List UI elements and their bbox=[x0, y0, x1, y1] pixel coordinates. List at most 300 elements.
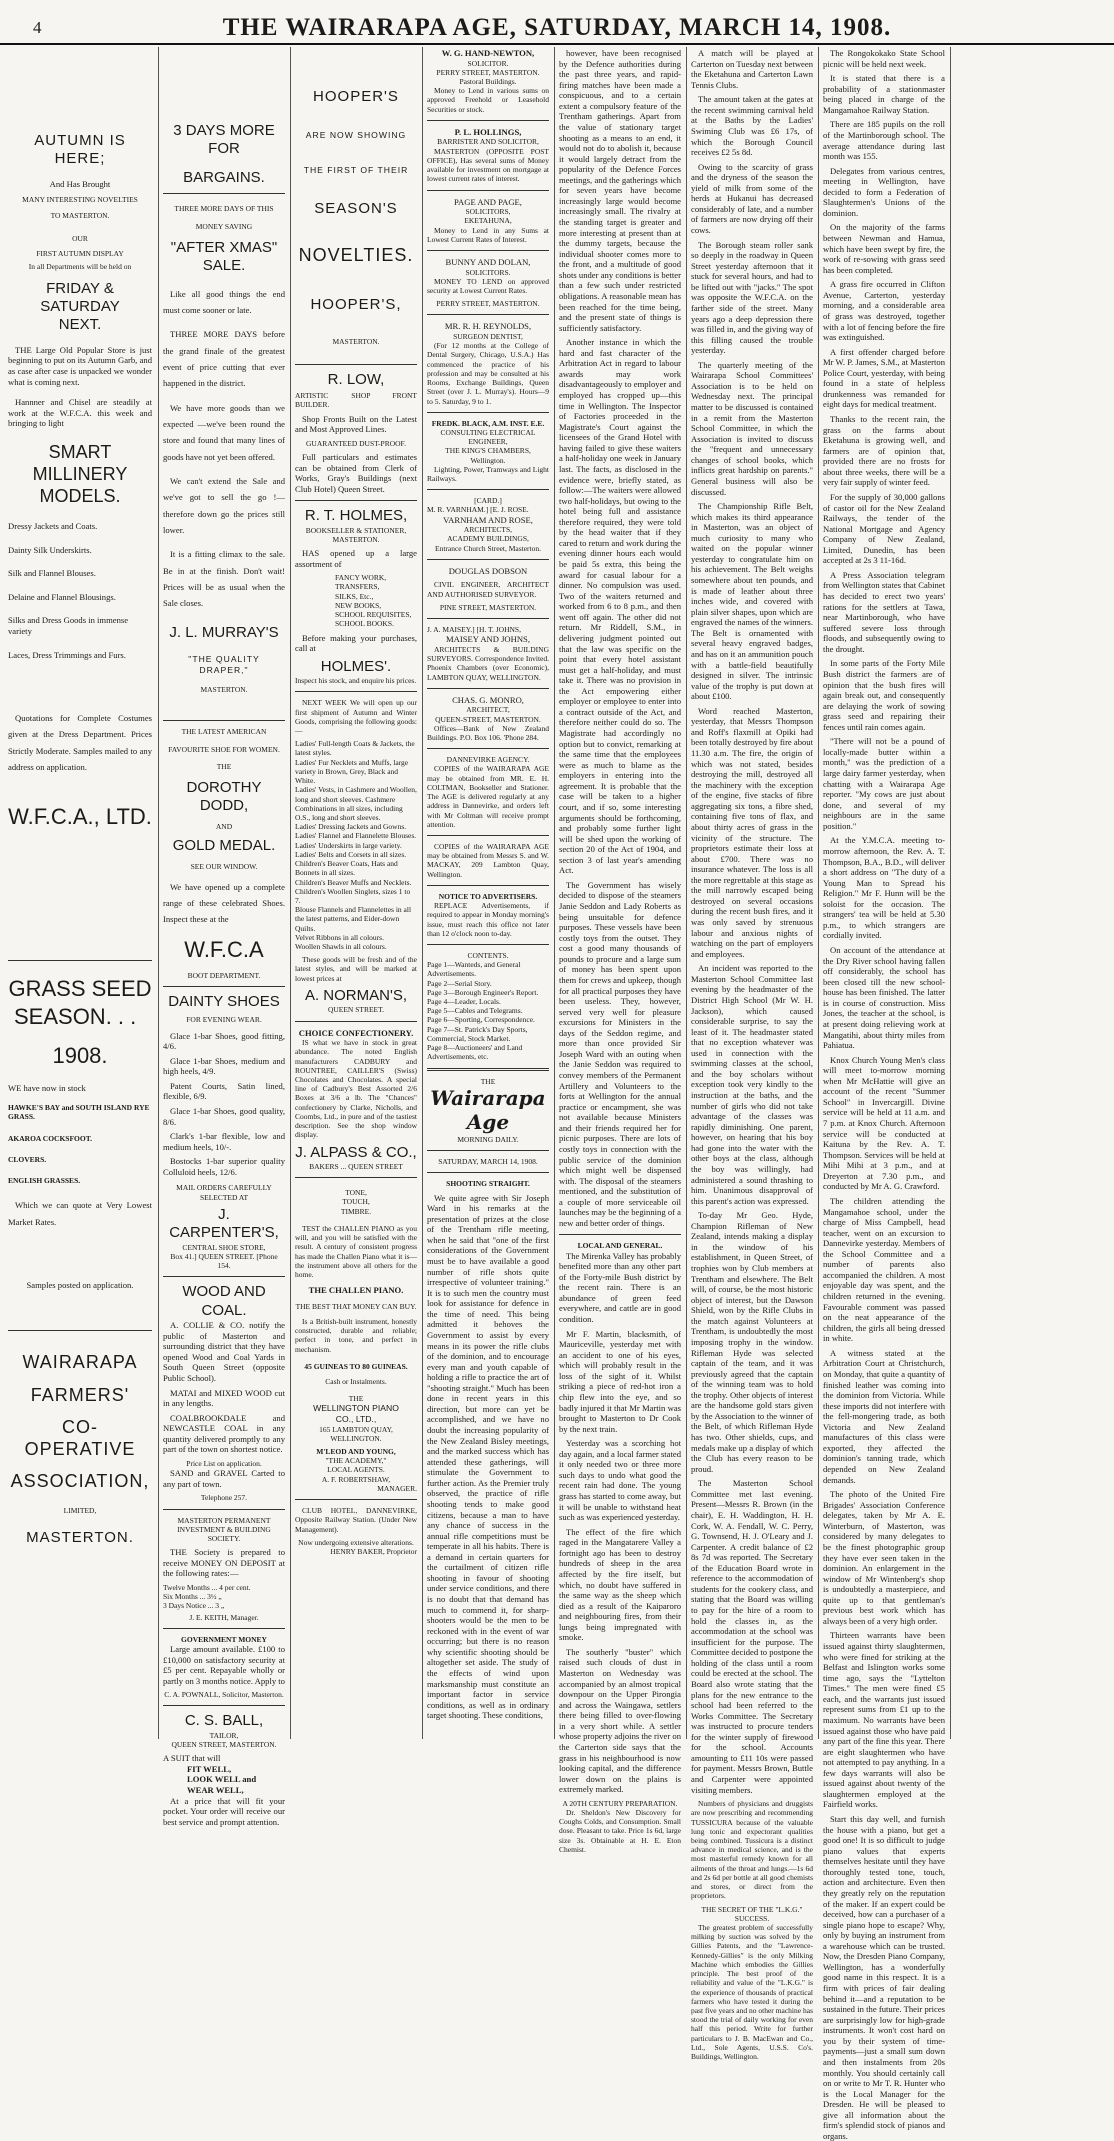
body-text: ARCHITECTS & BUILDING SURVEYORS. Correspondence Invited. Phoenix Chambers (over Economic), LAMBTON QUAY, WELLINGTON. bbox=[427, 644, 549, 682]
seed-item: HAWKE'S BAY and SOUTH ISLAND RYE GRASS. bbox=[8, 1103, 150, 1122]
divider bbox=[427, 559, 549, 560]
gold-heading: GOLD MEDAL. bbox=[172, 837, 276, 855]
reynolds-heading: MR. R. H. REYNOLDS, bbox=[444, 321, 532, 332]
divider bbox=[163, 720, 285, 721]
notice-heading: NOTICE TO ADVERTISERS. bbox=[438, 891, 538, 901]
wfca-autumn-ad bbox=[8, 52, 152, 830]
sale-line: MONEY SAVING bbox=[195, 221, 253, 231]
list-item: Ladies' Flannel and Flannelette Blouses. bbox=[295, 831, 417, 841]
body-text: THREE MORE DAYS before the grand finale of the greatest event of price cutting that ever happened in the district. bbox=[163, 329, 285, 389]
list-item: Ladies' Underskirts in large variety. bbox=[295, 840, 402, 850]
local-heading: LOCAL AND GENERAL. bbox=[577, 1241, 663, 1251]
body-text: It is stated that there is a probability of a stationmaster being placed in charge of the Mangamahoe Railway Station. bbox=[823, 73, 945, 115]
wood-heading: WOOD AND COAL. bbox=[182, 1283, 266, 1319]
wellington-heading: CO., LTD., bbox=[335, 1414, 377, 1425]
varnham-heading: VARNHAM AND ROSE, bbox=[443, 514, 533, 525]
low-subhead bbox=[295, 391, 417, 409]
autumn-line: MANY INTERESTING NOVELTIES bbox=[22, 195, 138, 205]
shoe-line: FOR EVENING WEAR. bbox=[186, 1015, 262, 1025]
masthead-title: THE WAIRARAPA AGE, SATURDAY, MARCH 14, 1908. bbox=[222, 14, 892, 41]
body-text: THE Society is prepared to receive MONEY ON DEPOSIT at the following rates:— bbox=[163, 1547, 285, 1579]
list-item: Page 8—Auctioneers' and Land Advertisements, etc. bbox=[427, 1043, 523, 1062]
list-item: Page 5—Cables and Telegrams. bbox=[427, 1006, 523, 1016]
body-text: For the supply of 30,000 gallons of castor oil for the New Zealand Railways, the tender of the National Mortgage and Agency Company of New Zealand, Limited, Dunedin, has been accepted at 2s 3 11-16d. bbox=[823, 491, 945, 566]
body-text: Delegates from various centres, meeting in Wellington, have decided to form a Federation of Slaughtermen's Unions of the dominion. bbox=[823, 165, 945, 218]
list-item: Ladies' Belts and Corsets in all sizes. bbox=[295, 849, 407, 859]
column-divider bbox=[422, 47, 423, 1739]
body-text: QUEEN STREET. bbox=[327, 1005, 385, 1015]
body-text: At the Y.M.C.A. meeting to-morrow afternoon, the Rev. A. T. Thompson, B.A., B.D., will deliver a short address on "The duty of a Young Man to Spread his Religion." Mr F. Hunn will be the soloist for the occasion. The strangers' tea will be held at 5.30 p.m., to which strangers are cordially invited. bbox=[823, 835, 945, 941]
shoe-line: THE bbox=[216, 761, 232, 771]
body-text: Another instance in which the hard and fast character of the Arbitration Act in regard to labour awards may work disadvantageously to employer and employed has cropped up—this time in Wellington. The Inspector of Factories proceeded in the Magistrate's Court against the licensees of the Grand Hotel with having failed to give these waiters a half-holiday one week in January last. The facts, as disclosed in the evidence were, briefly stated, as follow:—The waiters were allowed two half-holidays, but owing to the hotel being full and assistance therefore required, they were told by the head waiter that if they cared to return and work during the evening dinner hours each would be paid 5s extra, this being the award for casual labour for a dinner. No compulsion was used. Two of the waiters returned and worked from 6 to 8 p.m., and then went off again. The other did not return. Mr Riddell, S.M., in delivering judgment pointed out that the law was specific on the point that every hotel assistant must get a half-holiday, and must take it. There was no provision in the Act empowering either employer or employee to enter into a contract outside of the Act, and therefore neither could do so. The Magistrate had accordingly no option but to convict, remarking at the same time that the employees were as much to blame as the employers in entering into the agreement. It is probable that the case will be taken to a higher court, and if so, some interesting arguments should be forthcoming, and probably some further light will be shed upon the working of section 20 of the Act of 1904, and section 3 of last year's amending Act. bbox=[559, 337, 681, 876]
body-text: Hannner and Chisel are steadily at work at the W.F.C.A. this week and bringing to light bbox=[8, 397, 152, 429]
body-text: Thirteen warrants have been issued against thirty slaughtermen, who were fined for striking at the Belfast and Islington works some time ago, says the "Lyttelton Times." The men were fined £5 each, and the warrants just issued represent sums from £1 up to the maximum. No warrants have been issued against those who have paid any part of the fine this year. There are eight slaughtermen who have not attempted to pay anything. In a few days warrants will also be issued against about twenty of the slaughtermen employed at the Fairfield works. bbox=[823, 1630, 945, 1810]
body-text: ARCHITECTS, bbox=[463, 525, 513, 535]
page-heading: PAGE AND PAGE, bbox=[454, 196, 522, 207]
friday-heading: FRIDAY & SATURDAY bbox=[40, 279, 120, 315]
divider bbox=[8, 960, 152, 961]
list-item: Glace 1-bar Shoes, good fitting, 4/6. bbox=[163, 1030, 285, 1052]
body-text: REPLACE Advertisements, if required to appear in Monday morning's issue, must reach this office not later than 12 o'clock noon to-day. bbox=[427, 901, 549, 938]
hoopers-line: THE FIRST OF THEIR bbox=[303, 165, 409, 175]
body-text: Offices—Bank of New Zealand Buildings. P.O. Box 106. 'Phone 284. bbox=[427, 723, 549, 742]
divider bbox=[427, 1172, 549, 1173]
divider bbox=[163, 1628, 285, 1629]
body-text: COPIES of the WAIRARAPA AGE may be obtained from Messrs S. and W. MACKAY, 209 Lambton Quay, Wellington. bbox=[427, 841, 549, 879]
body-text: A first offender charged before Mr W. P. James, S.M., at Masterton Police Court, yesterday, with being found in a state of helpless drunkenness was remanded for eight days for medical treatment. bbox=[823, 346, 945, 410]
body-text: J. A. MAISEY.] [H. T. JOHNS, bbox=[427, 625, 521, 635]
list-item: Bostocks 1-bar superior quality Colluloid heels, 12/6. bbox=[163, 1156, 285, 1177]
hoopers-line: ARE NOW SHOWING bbox=[305, 130, 407, 141]
body-text: "THE ACADEMY," bbox=[325, 1456, 387, 1466]
goods-list bbox=[295, 573, 417, 628]
body-text: Is a British-built instrument, honestly constructed, durable and reliable; perfect in tone, and perfect in mechanism. bbox=[295, 1316, 417, 1354]
body-text: CIVIL ENGINEER, ARCHITECT AND AUTHORISED SURVEYOR. bbox=[427, 580, 549, 599]
low-word: ARTISTIC bbox=[295, 391, 329, 401]
low-left bbox=[295, 391, 329, 409]
body-text: The Masterton School Committee met last evening. Present—Messrs R. Brown (in the chair), E. H. Waddington, H. H. Cork, W. A. Fendall, W. C. Perry, G. Townsend, H. J. O'Leary and J. Carpenter. A credit balance of £2 8s 7d was reported. The Secretary of the Education Board wrote in reference to the accommodation of students for the cookery class, and stating that the Board was willing to pay for the hire of a room to hold the classes in, as the accommodation at the school was insufficient for the purpose. The Committee decided to postpone the holding of the class until a room could be erected at the school. The Board also wrote stating that the plans for the new entrance to the school had been referred to the Works Committee. The Secretary was instructed to procure tenders for the winter supply of firewood for the school. Accounts amounting to £11 10s were passed for payment. Messrs Brown, Buttle and Carpenter were appointed visiting members. bbox=[691, 1478, 813, 1795]
nameplate: Wairarapa Age bbox=[430, 1085, 546, 1135]
wfca-heading: W.F.C.A., LTD. bbox=[8, 804, 152, 830]
body-text: TAILOR, bbox=[209, 1730, 239, 1740]
body-text: THE KING'S CHAMBERS, bbox=[445, 446, 531, 456]
autumn-heading: AUTUMN IS HERE; bbox=[34, 132, 126, 168]
nameplate-line: MORNING DAILY. bbox=[457, 1134, 519, 1144]
body-text: THE Large Old Popular Store is just beginning to put on its Autumn Garb, and as case after case is unpacked we wonder what is coming next. bbox=[8, 344, 152, 387]
divider bbox=[163, 1276, 285, 1277]
column-5 bbox=[559, 48, 681, 1854]
body-text: The children attending the Mangamahoe school, under the charge of Miss Campbell, head teacher, went on an excursion to Dannevirke yesterday. Members of the School Committee and a number of parents also accompanied the children. A most enjoyable day was spent, and the children returned in the evening. Favourable comment was passed on the neat appearance of the children, the girls all being dressed in white. bbox=[823, 1195, 945, 1344]
list-item: Dainty Silk Underskirts. bbox=[8, 544, 92, 555]
body-text: Dr. Sheldon's New Discovery for Coughs Colds, and Consumption. Small dose. Pleasant to take. Price 1s 6d, large size 3s. Obtainable at H. E. Eton Chemist. bbox=[559, 1808, 681, 1854]
column-divider bbox=[158, 47, 159, 1739]
divider bbox=[427, 618, 549, 619]
low-word: BUILDER. bbox=[295, 400, 330, 410]
leader-heading: SHOOTING STRAIGHT. bbox=[446, 1179, 530, 1189]
bunny-heading: BUNNY AND DOLAN, bbox=[445, 256, 531, 267]
list-item: Children's Woollen Singlets, sizes 1 to 7. bbox=[295, 886, 411, 905]
divider bbox=[427, 835, 549, 836]
list-item: Page 7—St. Patrick's Day Sports, Commercial, Stock Market. bbox=[427, 1024, 528, 1043]
body-text: On the majority of the farms between Newman and Hamua, which have been swept by fire, the work of re-sowing with grass seed has been completed. bbox=[823, 222, 945, 275]
farmers-ad bbox=[8, 1351, 152, 1547]
divider bbox=[295, 364, 417, 365]
divider bbox=[295, 691, 417, 692]
list-item: Woollen Shawls in all colours. bbox=[295, 942, 387, 952]
body-text: A. COLLIE & CO. notify the public of Masterton and surrounding district that they have opened Wood and Coal Yards in South Queen Street (opposite Public School). bbox=[163, 1320, 285, 1384]
body-text: HAS opened up a large assortment of bbox=[295, 548, 417, 569]
body-text: MASTERTON. bbox=[332, 534, 380, 544]
body-text: Yesterday was a scorching hot day again, and a local farmer stated it only needed two or three more such days to undo what good the recent rain had done. The young grass has started to come away, but it will be unable to withstand heat such as was experienced yesterday. bbox=[559, 1438, 681, 1523]
body-text: Thanks to the recent rain, the grass on the farms about Eketahuna is growing well, and farmers are of opinion that, provided there are no frosts for about three weeks, there will be a very fair supply of winter feed. bbox=[823, 414, 945, 488]
dainty-heading: DAINTY SHOES bbox=[168, 992, 280, 1010]
body-text: There are 185 pupils on the roll of the Martinborough school. The average attendance during last month was 155. bbox=[823, 119, 945, 162]
body-text: MASTERTON (OPPOSITE POST OFFICE), Has several sums of Money available for investment on mortgage at lowest current rates of interest. bbox=[427, 146, 549, 184]
body-text: Money to Lend in various sums on approved Freehold or Leasehold Securities or stock. bbox=[427, 86, 549, 114]
ladies-list bbox=[295, 739, 417, 951]
body-text: A grass fire occurred in Clifton Avenue, Carterton, yesterday morning, and a considerable area of grass was destroyed, together with a lot of fencing before the fire was extinguished. bbox=[823, 279, 945, 343]
list-item: Silks and Dress Goods in immense variety bbox=[8, 615, 129, 636]
display-line: FIRST AUTUMN DISPLAY bbox=[36, 249, 124, 259]
body-text: Shop Fronts Built on the Latest and Most Approved Lines. bbox=[295, 413, 417, 435]
wfca-heading: W.F.C.A bbox=[184, 936, 264, 962]
farmers-line: WAIRARAPA bbox=[22, 1352, 138, 1373]
monro-heading: CHAS. G. MONRO, bbox=[452, 694, 524, 705]
body-text: THE bbox=[348, 1394, 364, 1404]
black-heading: FREDK. BLACK, A.M. INST. E.E. bbox=[431, 418, 545, 428]
low-word: SHOP bbox=[351, 391, 371, 401]
body-text: Quotations for Complete Costumes given at the Dress Department. Prices Strictly Moderate. Samples mailed to any address on application. bbox=[8, 713, 152, 773]
column-divider bbox=[554, 47, 555, 1739]
list-item: Page 6—Sporting, Correspondence. bbox=[427, 1015, 535, 1025]
novelties-heading: NOVELTIES. bbox=[298, 245, 414, 265]
grass-heading: SEASON. . . bbox=[14, 1003, 137, 1029]
contents-heading: CONTENTS. bbox=[467, 950, 509, 960]
shoe-line: FAVOURITE SHOE FOR WOMEN. bbox=[168, 744, 280, 754]
body-text: Word reached Masterton, yesterday, that Messrs Thompson and Roff's flaxmill at Opiki had been totally destroyed by fire about 11.30 a.m. The fire, the origin of which was not stated, besides destroying the mill, destroyed all the machinery with the exception of the engine, five stacks of fibre aggregating six tons, a fibre shed, containing five tons of flax, and about thirty acres of grass in the vicinity of the structure. The proprietors estimate their loss at about £700. There was no insurance whatever. The loss is all the more regrettable at this stage as the mill narrowly escaped being destroyed on several occasions during the recent bush fires, and it was only saved by strenuous labour and anxious nights of watching on the part of employers and employees. bbox=[691, 705, 813, 959]
column-divider bbox=[818, 47, 819, 1739]
hoopers-heading: HOOPER'S, bbox=[310, 296, 402, 314]
body-text: At a price that will fit your pocket. Your order will receive our best service and prompt attention. bbox=[163, 1795, 285, 1827]
millinery-heading: SMART MILLINERY bbox=[32, 441, 128, 484]
tone-line: TOUCH, bbox=[342, 1197, 370, 1207]
dorothy-heading: DOROTHY DODD, bbox=[186, 778, 262, 815]
ball-heading: C. S. BALL, bbox=[184, 1712, 264, 1730]
shoe-line: THE LATEST AMERICAN bbox=[181, 727, 267, 737]
body-text: A Press Association telegram from Wellington states that Cabinet has decided to erect two years' rations for the settlers at Tawa, near Martinborough, who have suffered severe loss through floods, and subsequently owing to the drought. bbox=[823, 569, 945, 654]
body-text: Inspect his stock, and enquire his prices. bbox=[295, 676, 417, 686]
body-text: "There will not be a pound of locally-made butter within a month," was the prediction of a large dairy farmer yesterday, when chatting with a Wairarapa Age reporter. "My cows are just about done, and several of my neighbours are in the same position." bbox=[823, 736, 945, 831]
divider bbox=[8, 1330, 152, 1331]
mail-line: MAIL ORDERS CAREFULLY bbox=[176, 1183, 272, 1193]
shoe-line: BOOT DEPARTMENT. bbox=[187, 970, 261, 980]
masthead-rule bbox=[0, 43, 1114, 45]
list-item: Children's Beaver Coats, Hats and Bonnets in all sizes. bbox=[295, 859, 398, 878]
body-text: We have more goods than we expected —we've been round the store and found that many lines of goods have not yet been offered. bbox=[163, 402, 285, 462]
body-text: Knox Church Young Men's class will meet to-morrow morning when Mr McHattie will give an account of the recent "Summer School" in Invercargill. Divine service will be held at 11 a.m. and 7 p.m. at Knox Church. Afternoon service will be conducted at Kaituna by the Rev. A. T. Thompson. Services will be held at Mihi Mihi at 3 p.m., and at Dreyerton at 7.30 p.m., and conducted by Mr A. G. Crawford. bbox=[823, 1054, 945, 1192]
list-item: SCHOOL BOOKS. bbox=[335, 619, 394, 629]
handnewton-heading: W. G. HAND-NEWTON, bbox=[441, 48, 535, 58]
body-text: Lighting, Power, Tramways and Light Railways. bbox=[427, 464, 549, 484]
farmers-line: CO-OPERATIVE bbox=[24, 1416, 136, 1459]
mail-line: Box 41.] QUEEN STREET. [Phone 154. bbox=[170, 1251, 278, 1271]
body-text: QUEEN-STREET, MASTERTON. bbox=[435, 714, 541, 724]
list-item: Children's Beaver Muffs and Necklets. bbox=[295, 877, 412, 887]
body-text: Large amount available. £100 to £10,000 on satisfactory security at £5 per cent. Repayable wholly or partly on 3 months notice. Apply to bbox=[163, 1643, 285, 1686]
body-text: Telephone 257. bbox=[200, 1493, 248, 1503]
issue-date: SATURDAY, MARCH 14, 1908. bbox=[438, 1157, 538, 1167]
divider bbox=[295, 1177, 417, 1178]
body-text: ARCHITECT, bbox=[466, 705, 510, 715]
body-text: WELLINGTON. bbox=[330, 1433, 382, 1443]
body-text: BARRISTER AND SOLICITOR, bbox=[437, 137, 539, 147]
norman-heading: A. NORMAN'S, bbox=[304, 986, 408, 1004]
seed-item: AKAROA COCKSFOOT. bbox=[8, 1133, 93, 1143]
list-item: Glace 1-bar Shoes, good quality, 8/6. bbox=[163, 1106, 285, 1127]
body-text: The photo of the United Fire Brigades' Association Conference delegates, taken by Mr A. E. Winterburn, of Masterton, was considered by many delegates to be the finest photographic group they have ever seen taken in the dominion. An enlargement in the window of Mr Wintenberg's shop is undoubtedly a masterpiece, and quite up to that gentleman's previous best work which has always been of a very high order. bbox=[823, 1489, 945, 1626]
divider bbox=[427, 688, 549, 689]
body-text: M'LEOD AND YOUNG, bbox=[316, 1447, 396, 1457]
body-text: Start this day well, and furnish the house with a piano, but get a good one! It is so difficult to judge piano values that experts themselves hesitate until they have thoroughly tested tone, touch, action and architecture. Even then they greatly rely on the reputation of the maker. If an expert could be deceived, how can a purchaser of a single piano hope to escape? Why, only by buying an instrument from a warehouse which can be trusted. Now, the Dresden Piano Company, Wellington, has a wonderfully good name in this respect. It is a firm with prices of fair dealing behind it—and a reputation to be sustained in the future. Their prices are surprisingly low for high-grade instruments. It won't cost hard on you by their system of time-payments—just a small sum down and then instalments from 20s monthly. You should certainly call on or write to Mr T. R. Hunter who is the Local Manager for the Dresden. He will be pleased to give all information about the firm's splendid stock of pianos and organs. bbox=[823, 1814, 945, 2141]
autumn-line: And Has Brought bbox=[49, 178, 111, 189]
column-4 bbox=[427, 48, 549, 1738]
list-item: Page 4—Leader, Locals. bbox=[427, 997, 501, 1007]
divider bbox=[427, 1068, 549, 1071]
column-divider bbox=[950, 47, 951, 1739]
body-text: SURGEON DENTIST, bbox=[453, 331, 523, 341]
list-item: Page 2—Serial Story. bbox=[427, 978, 492, 988]
body-text: THE BEST THAT MONEY CAN BUY. bbox=[295, 1301, 417, 1311]
rate-row: 3 Days Notice ... 3 „ bbox=[163, 1601, 225, 1611]
body-text: Like all good things the end must come sooner or late. bbox=[163, 288, 285, 315]
divider bbox=[427, 748, 549, 749]
list-item: SILKS, Etc., bbox=[335, 591, 374, 601]
body-text: The Mirenka Valley has probably benefited more than any other part of the Forty-mile Bush district by the recent rain. There is an abundance of green feed everywhere, and cattle are in good condition. bbox=[559, 1250, 681, 1325]
list-item: Laces, Dress Trimmings and Furs. bbox=[8, 649, 126, 660]
low-heading: R. LOW, bbox=[327, 370, 385, 388]
body-text: (For 12 months at the College of Dental Surgery, Chicago, U.S.A.) Has commenced the practice of his profession and may be consulted at his Rooms, Exchange Buildings, Queen Street (over J. L. Murray's). Hours—9 to 5. Saturday, 9 to 1. bbox=[427, 341, 549, 406]
rate-row: Twelve Months ... 4 per cent. bbox=[163, 1582, 251, 1592]
year-heading: 1908. bbox=[52, 1042, 108, 1068]
fit-line: LOOK WELL and bbox=[187, 1774, 257, 1785]
quality-heading: "THE QUALITY DRAPER," bbox=[188, 653, 260, 675]
divider bbox=[427, 250, 549, 251]
body-text: COALBROOKDALE and NEWCASTLE COAL in any quantity delivered promptly to any part of the town on shortest notice. bbox=[163, 1412, 285, 1455]
shoe-line: AND bbox=[215, 821, 233, 831]
column-3 bbox=[295, 48, 417, 1738]
body-text: It is a fitting climax to the sale. Be in at the finish. Don't wait! Prices will be as usual when the Sale closes. bbox=[163, 549, 285, 609]
body-text: CLUB HOTEL, DANNEVIRKE, Opposite Railway Station. (Under New Management). bbox=[295, 1506, 417, 1534]
list-item: Delaine and Flannel Blousings. bbox=[8, 591, 116, 602]
list-item: Dressy Jackets and Coats. bbox=[8, 521, 98, 532]
body-text: Owing to the scarcity of grass and the dryness of the season the yield of milk from some of the herds at Hukanui has decreased considerably of late, and a number of farmers are now drying off their cows. bbox=[691, 161, 813, 235]
list-item: Glace 1-bar Shoes, medium and high heels, 4/9. bbox=[163, 1055, 285, 1077]
sale-heading: BARGAINS. bbox=[183, 168, 265, 186]
body-text: The greatest problem of successfully milking by suction was solved by the Gillies Patents, and the "Lawrence-Kennedy-Gillies" is the only Milking Machine which embodies the Gillies principle. The best proof of the reliability and value of the "L.K.G." is the experience of thousands of practical farmers who have tested it during the past five years and no other machine has stood the trial of daily working for even half this period. Write for further particulars to J. B. MacEwan and Co., Ltd., Sole Agents, U.S.S. Co's. Buildings, Wellington. bbox=[691, 1922, 813, 2062]
body-text: Cash or Instalments. bbox=[325, 1377, 387, 1387]
list-item: Blouse Flannels and Flannelettes in all the latest patterns, and Eider-down Quilts. bbox=[295, 905, 412, 933]
list-item: Page 1—Wanteds, and General Advertisements. bbox=[427, 960, 521, 979]
list-item: NEW BOOKS, bbox=[335, 600, 382, 610]
body-text: QUEEN STREET, MASTERTON. bbox=[171, 1740, 277, 1750]
wellington-heading: WELLINGTON PIANO bbox=[313, 1403, 399, 1414]
divider bbox=[163, 1509, 285, 1510]
page-number: 4 bbox=[33, 18, 42, 37]
list-item: Velvet Ribbons in all colours. bbox=[295, 932, 384, 942]
column-2 bbox=[163, 48, 285, 1827]
body-text: PINE STREET, MASTERTON. bbox=[439, 602, 537, 612]
tone-line: TIMBRE. bbox=[340, 1206, 372, 1216]
contents-list bbox=[427, 960, 549, 1061]
divider bbox=[163, 986, 285, 987]
list-item: Ladies' Vests, in Cashmere and Woollen, long and short sleeves. Cashmere Combinations in all sizes, including O.S., long and short sleeves. bbox=[295, 785, 417, 822]
body-text: Wellington. bbox=[470, 455, 506, 465]
farmers-line: FARMERS' bbox=[30, 1384, 130, 1405]
divider bbox=[427, 190, 549, 191]
challen-heading: THE CHALLEN PIANO. bbox=[308, 1285, 404, 1296]
govt-heading: GOVERNMENT MONEY bbox=[181, 1634, 267, 1644]
holmes-heading: HOLMES'. bbox=[320, 657, 392, 675]
seed-item: ENGLISH GRASSES. bbox=[8, 1176, 81, 1186]
dobson-heading: DOUGLAS DOBSON bbox=[448, 565, 528, 576]
body-text: We quite agree with Sir Joseph Ward in his remarks at the presentation of prizes at the close of the Trentham rifle meeting, when he said that "one of the first considerations of the Government must be to have available a good number of rifle shots quite irrespective of volunteer training." It is to such men the country must look for assistance for defence in the time of need. This being admitted it behoves the Government to assist by every means in its power the rifle clubs of the dominion, and to encourage every man and youth capable of holding a rifle to practice the art of "shooting straight." Much has been done in recent years in this direction, but more can yet be accomplished, and we have no doubt the increasing popularity of the New Zealand Bisley meetings, and the marked success which has attended these gatherings, will stimulate the Government to further action. As the Premier truly observed, the practice of rifle shooting tends to make good citizens, because a man to have any chance of success in the annual rifle competitions must be temperate in all his habits. There is a demand in certain quarters for the curtailment of citizen rifle shooting in favour of shooting under service conditions, and there is no doubt that that demand has much to commend it, for sharp-shooters would be the men to be reckoned with in the event of war occurring; but there is no reason why scientific shooting should be altogether set aside. The study of the effects of wind upon marksmanship must constitute an important factor in service conditions, as well as in ordinary target shooting. These conditions, bbox=[427, 1192, 549, 1721]
body-text: ACADEMY BUILDINGS, bbox=[447, 534, 529, 544]
list-item: SCHOOL REQUISITES, bbox=[335, 610, 412, 620]
divider bbox=[559, 1234, 681, 1235]
body-text: GUARANTEED DUST-PROOF. bbox=[306, 438, 406, 448]
body-text: PERRY STREET, MASTERTON. bbox=[436, 299, 540, 309]
dannevirke-heading: DANNEVIRKE AGENCY. bbox=[446, 755, 530, 765]
list-item: Clark's 1-bar flexible, low and medium heels, 10/-. bbox=[163, 1131, 285, 1152]
body-text: SAND and GRAVEL Carted to any part of town. bbox=[163, 1468, 285, 1489]
list-item: Ladies' Fur Necklets and Muffs, large variety in Brown, Grey, Black and White. bbox=[295, 757, 409, 786]
body-text: BAKERS ... QUEEN STREET bbox=[309, 1161, 403, 1171]
display-line: OUR bbox=[72, 233, 88, 243]
body-text: The Championship Rifle Belt, which makes its third appearance in Masterton, was an object of much curiosity to many who waited on the popular winner yesterday to congratulate him on his achievement. The Belt weighs somewhere about ten pounds, and is made of leather about three inches wide, and covered with plain silver shapes, upon which are engraved the names of the winners. The Belt is ornamented with several heavy engraved badges, and has on it an ammunition pouch with a battle-field beautifully designed in silver. The intrinsic value of the trophy is put down at about £100. bbox=[691, 501, 813, 702]
divider bbox=[427, 1150, 549, 1151]
hollings-heading: P. L. HOLLINGS, bbox=[454, 126, 522, 137]
secret-heading: THE SECRET OF THE "L.K.G." SUCCESS. bbox=[701, 1904, 803, 1923]
body-text: The Government has wisely decided to dispose of the steamers Janie Seddon and Lady Roberts as being unsuitable for defence purposes. These vessels have been costly toys from the outset. They cost a good many thousands of pounds to procure and a large sum of money has been spent upon them for crews and upkeep, though for all practical purposes they have been useless. They, however, served very well for pleasure excursions for Ministers in the days of the Seddon regime, and more than once provided Sir Joseph Ward with an outing when the Janie Seddon was required to convey members of the Permanent Artillery and Volunteers to the forts at Wellington for the annual practice or encampment, she was not available because Ministers and their friends required her for picnic purposes. There are lots of costly toys in connection with the public service of the dominion which might well be dispensed with. The disposal of the steamers mentioned, and the substitution of a couple of more serviceable oil launches may be the beginning of a new and better order of things. bbox=[559, 879, 681, 1228]
list-item: Ladies' Dressing Jackets and Gowns. bbox=[295, 822, 407, 832]
body-text: BOOKSELLER & STATIONER, bbox=[305, 525, 407, 535]
display-line: In all Departments will be held on bbox=[28, 262, 132, 272]
body-text: Price List on application. bbox=[186, 1458, 262, 1468]
divider bbox=[427, 944, 549, 945]
farmers-line: ASSOCIATION, bbox=[10, 1470, 150, 1491]
body-text: NEXT WEEK We will open up our first shipment of Autumn and Winter Goods, comprising the following goods:— bbox=[295, 698, 417, 735]
alpass-heading: J. ALPASS & CO., bbox=[295, 1143, 417, 1161]
body-text: C. A. POWNALL, Solicitor, Masterton. bbox=[164, 1690, 284, 1700]
body-text: MANAGER. bbox=[377, 1483, 417, 1493]
body-text: M. R. VARNHAM.] [E. J. ROSE. bbox=[427, 505, 529, 515]
body-text: The Borough steam roller sank so deeply in the roadway in Queen Street yesterday afternoon that it stuck for several hours, and had to be lifted out with "jacks." The spot was opposite the W.F.C.A. on the farther side of the street. Many years ago a deep depression there was filled in, and the giving way of this filling caused the trouble yesterday. bbox=[691, 239, 813, 356]
place: MASTERTON. bbox=[332, 336, 380, 346]
body-text: 45 GUINEAS TO 80 GUINEAS. bbox=[304, 1361, 408, 1371]
sale-line: THREE MORE DAYS OF THIS bbox=[174, 204, 274, 214]
divider bbox=[427, 412, 549, 413]
next-heading: NEXT. bbox=[58, 316, 102, 334]
farmers-line: LIMITED, bbox=[63, 1506, 97, 1516]
body-text: A. F. ROBERTSHAW, bbox=[321, 1474, 391, 1484]
divider bbox=[427, 885, 549, 886]
body-text: The amount taken at the gates at the recent swimming carnival held at the Baths by the Ladies' Swiming Club was £6 17s, of which the Borough Council receives £2 5s 8d. bbox=[691, 94, 813, 158]
divider bbox=[427, 489, 549, 490]
body-text: IS what we have in stock in great abundance. The noted English manufacturers CADBURY and ROUNTREE, CAILLER'S (Swiss) Chocolates and Chocolates. A special line of Cadbury's Best Assorted 2/6 Boxes at 3/6 a lb. The "Chances" confectionery by Clarke, Nicholls, and Coombs, Ltd., in pure and of the tastiest description. See the shop window display. bbox=[295, 1038, 417, 1140]
divider bbox=[295, 1499, 417, 1500]
autumn-line: TO MASTERTON. bbox=[50, 210, 110, 220]
body-text: The Rongokokako State School picnic will be held next week. bbox=[823, 48, 945, 69]
body-text: An incident was reported to the Masterton School Committee last evening by the headmaster of the District High School (Mr W. H. Jackson), which caused considerable surprise, to say the least of it. The headmaster stated that no exception whatever was used in connection with the swimming classes at the school, and the boy scholars without exception took very kindly to the instruction at the baths, and the number of girls who did not take advantage of the classes was rapidly diminishing. One parent, however, on hearing that his boy had gone into the water with the other boys at the class, although the boy was willingly, had administered a sound thrashing to him. Unanimous disapproval of this parent's action was expressed. bbox=[691, 963, 813, 1206]
list-item: Patent Courts, Satin lined, flexible, 6/9. bbox=[163, 1080, 285, 1102]
divider bbox=[427, 120, 549, 121]
fit-line: WEAR WELL, bbox=[187, 1785, 244, 1795]
society-heading: MASTERTON PERMANENT INVESTMENT & BUILDING SOCIETY. bbox=[177, 1515, 271, 1543]
body-text: Full particulars and estimates can be obtained from Clerk of Works, Gray's Buildings (next Club Hotel) Queen Street. bbox=[295, 452, 417, 494]
body-text: A match will be played at Carterton on Tuesday next between the Eketahuna and Carterton Lawn Tennis Clubs. bbox=[691, 48, 813, 90]
nameplate-line: THE bbox=[480, 1076, 496, 1086]
tone-line: TONE, bbox=[345, 1188, 367, 1198]
divider bbox=[163, 193, 285, 194]
grass-seed-ad bbox=[8, 975, 152, 1290]
shoe-line: SEE OUR WINDOW. bbox=[190, 861, 258, 871]
body-text: COPIES of the WAIRARAPA AGE may be obtained from MR. E. H. COLTMAN, Bookseller and Stationer. The AGE is delivered regularly at any address in Dannevirke, and orders left with Mr Coltman will receive prompt attention. bbox=[427, 764, 549, 829]
body-text: A SUIT that will bbox=[163, 1753, 221, 1764]
murray-heading: J. L. MURRAY'S bbox=[169, 623, 279, 641]
seed-item: CLOVERS. bbox=[8, 1154, 47, 1164]
after-xmas-sale: "AFTER XMAS" SALE. bbox=[170, 238, 278, 275]
list-item: Page 3—Borough Engineer's Report. bbox=[427, 987, 539, 997]
choice-heading: CHOICE CONFECTIONERY. bbox=[298, 1027, 414, 1038]
hoopers-line: SEASON'S bbox=[314, 199, 398, 217]
body-text: Which we can quote at Very Lowest Market Rates. bbox=[8, 1200, 152, 1227]
body-text: CONSULTING ELECTRICAL ENGINEER, bbox=[440, 427, 536, 447]
list-item: Ladies' Full-length Coats & Jackets, the latest styles. bbox=[295, 739, 415, 758]
column-divider bbox=[290, 47, 291, 1739]
divider bbox=[163, 1705, 285, 1706]
list-item: TRANSFERS, bbox=[335, 582, 380, 592]
fit-line: FIT WELL, bbox=[187, 1763, 232, 1774]
body-text: Before making your purchases, call at bbox=[295, 632, 417, 654]
body-text: A witness stated at the Arbitration Court at Christchurch, on Monday, that quite a quantity of finished leather was coming into the dominion from Victoria. While these imports did not interfere with the fell-mongering trade, as both Victoria and New Zealand manufactures of this class were exported, they affected the dominion's tanning trade, which depended on New Zealand demands. bbox=[823, 1347, 945, 1485]
carpenter-heading: J. CARPENTER'S, bbox=[169, 1205, 279, 1242]
body-text: Now undergoing extensive alterations. bbox=[298, 1537, 414, 1547]
body-text: Entrance Church Street, Masterton. bbox=[434, 543, 541, 553]
body-text: On account of the attendance at the Dry River school having fallen off considerably, the school has been closed till the new school-house has been finished. The latter is in course of construction. Miss Jones, the teacher at the school, is at present doing relieving work at Mangatihi, about thirty miles from Pahiatua. bbox=[823, 945, 945, 1051]
grass-heading: GRASS SEED bbox=[8, 976, 152, 1002]
body-text: TEST the CHALLEN PIANO as you will, and you will be satisfied with the result. A century of consistent progress has made the Challen Piano what it is—the instrument above all others for the home. bbox=[295, 1223, 417, 1279]
body-text: SOLICITORS, bbox=[465, 207, 511, 217]
body-text: We have opened up a complete range of these celebrated Shoes. Inspect these at the bbox=[163, 881, 285, 925]
models-heading: MODELS. bbox=[39, 486, 121, 507]
body-text: J. E. KEITH, Manager. bbox=[189, 1612, 259, 1622]
body-text: MONEY TO LEND on approved security at Lowest Current Rates. bbox=[427, 276, 549, 295]
divider bbox=[295, 1021, 417, 1022]
low-word: FRONT bbox=[392, 391, 417, 401]
place: MASTERTON. bbox=[200, 685, 248, 695]
body-text: HENRY BAKER, Proprietor bbox=[330, 1547, 417, 1556]
body-text: To-day Mr Geo. Hyde, Champion Rifleman of New Zealand, intends making a display in the window of his establishment, in Queen Street, of trophies won by Club members at Trentham and elsewhere. The Belt will, of course, be the most historic object of interest, but the Dawson Shield, won by the Rifle Clubs in the match against Volunteers at Trentham, is undoubtedly the most imposing trophy in the window. Rifleman Hyde was selected captain of the team, and it was previously agreed that the captain of the winning team was to hold the trophy. Other objects of interest are the handsome gold stars given by the Association to the winner of the Belt, of which Rifleman Hyde has two. Other shields, cups, and medals make up a display of which the Club has every reason to be proud. bbox=[691, 1210, 813, 1474]
divider bbox=[427, 314, 549, 315]
body-text: Numbers of physicians and druggists are now prescribing and recommending TUSSICURA because of the valuable lung tonic and expectorant qualities being combined. Tussicura is a distinct advance in medical science, and is the most masterful remedy known for all ailments of the throat and lungs.—1s 6d and 2s 6d per bottle at all good chemists and stores, or direct from the proprietors. bbox=[691, 1799, 813, 1901]
body-text: 165 LAMBTON QUAY, bbox=[319, 1424, 393, 1434]
divider bbox=[295, 500, 417, 501]
column-7 bbox=[823, 48, 945, 2141]
body-text: The southerly "buster" which raised such clouds of dust in Masterton on Wednesday was accompanied by an almost tropical downpour on the Upper Pirongia and across the Waingawa, settlers there being filled to over-flowing in a very short while. A settler whose property adjoins the river on the Carterton side says that the grass in his neighbourhood is now looking capital, and the difference lower down on the plains is extremely marked. bbox=[559, 1646, 681, 1795]
body-text: EKETAHUNA, bbox=[464, 216, 512, 226]
body-text: PERRY STREET, MASTERTON. Pastoral Buildings. bbox=[436, 67, 540, 86]
body-text: SOLICITOR. bbox=[467, 58, 509, 68]
